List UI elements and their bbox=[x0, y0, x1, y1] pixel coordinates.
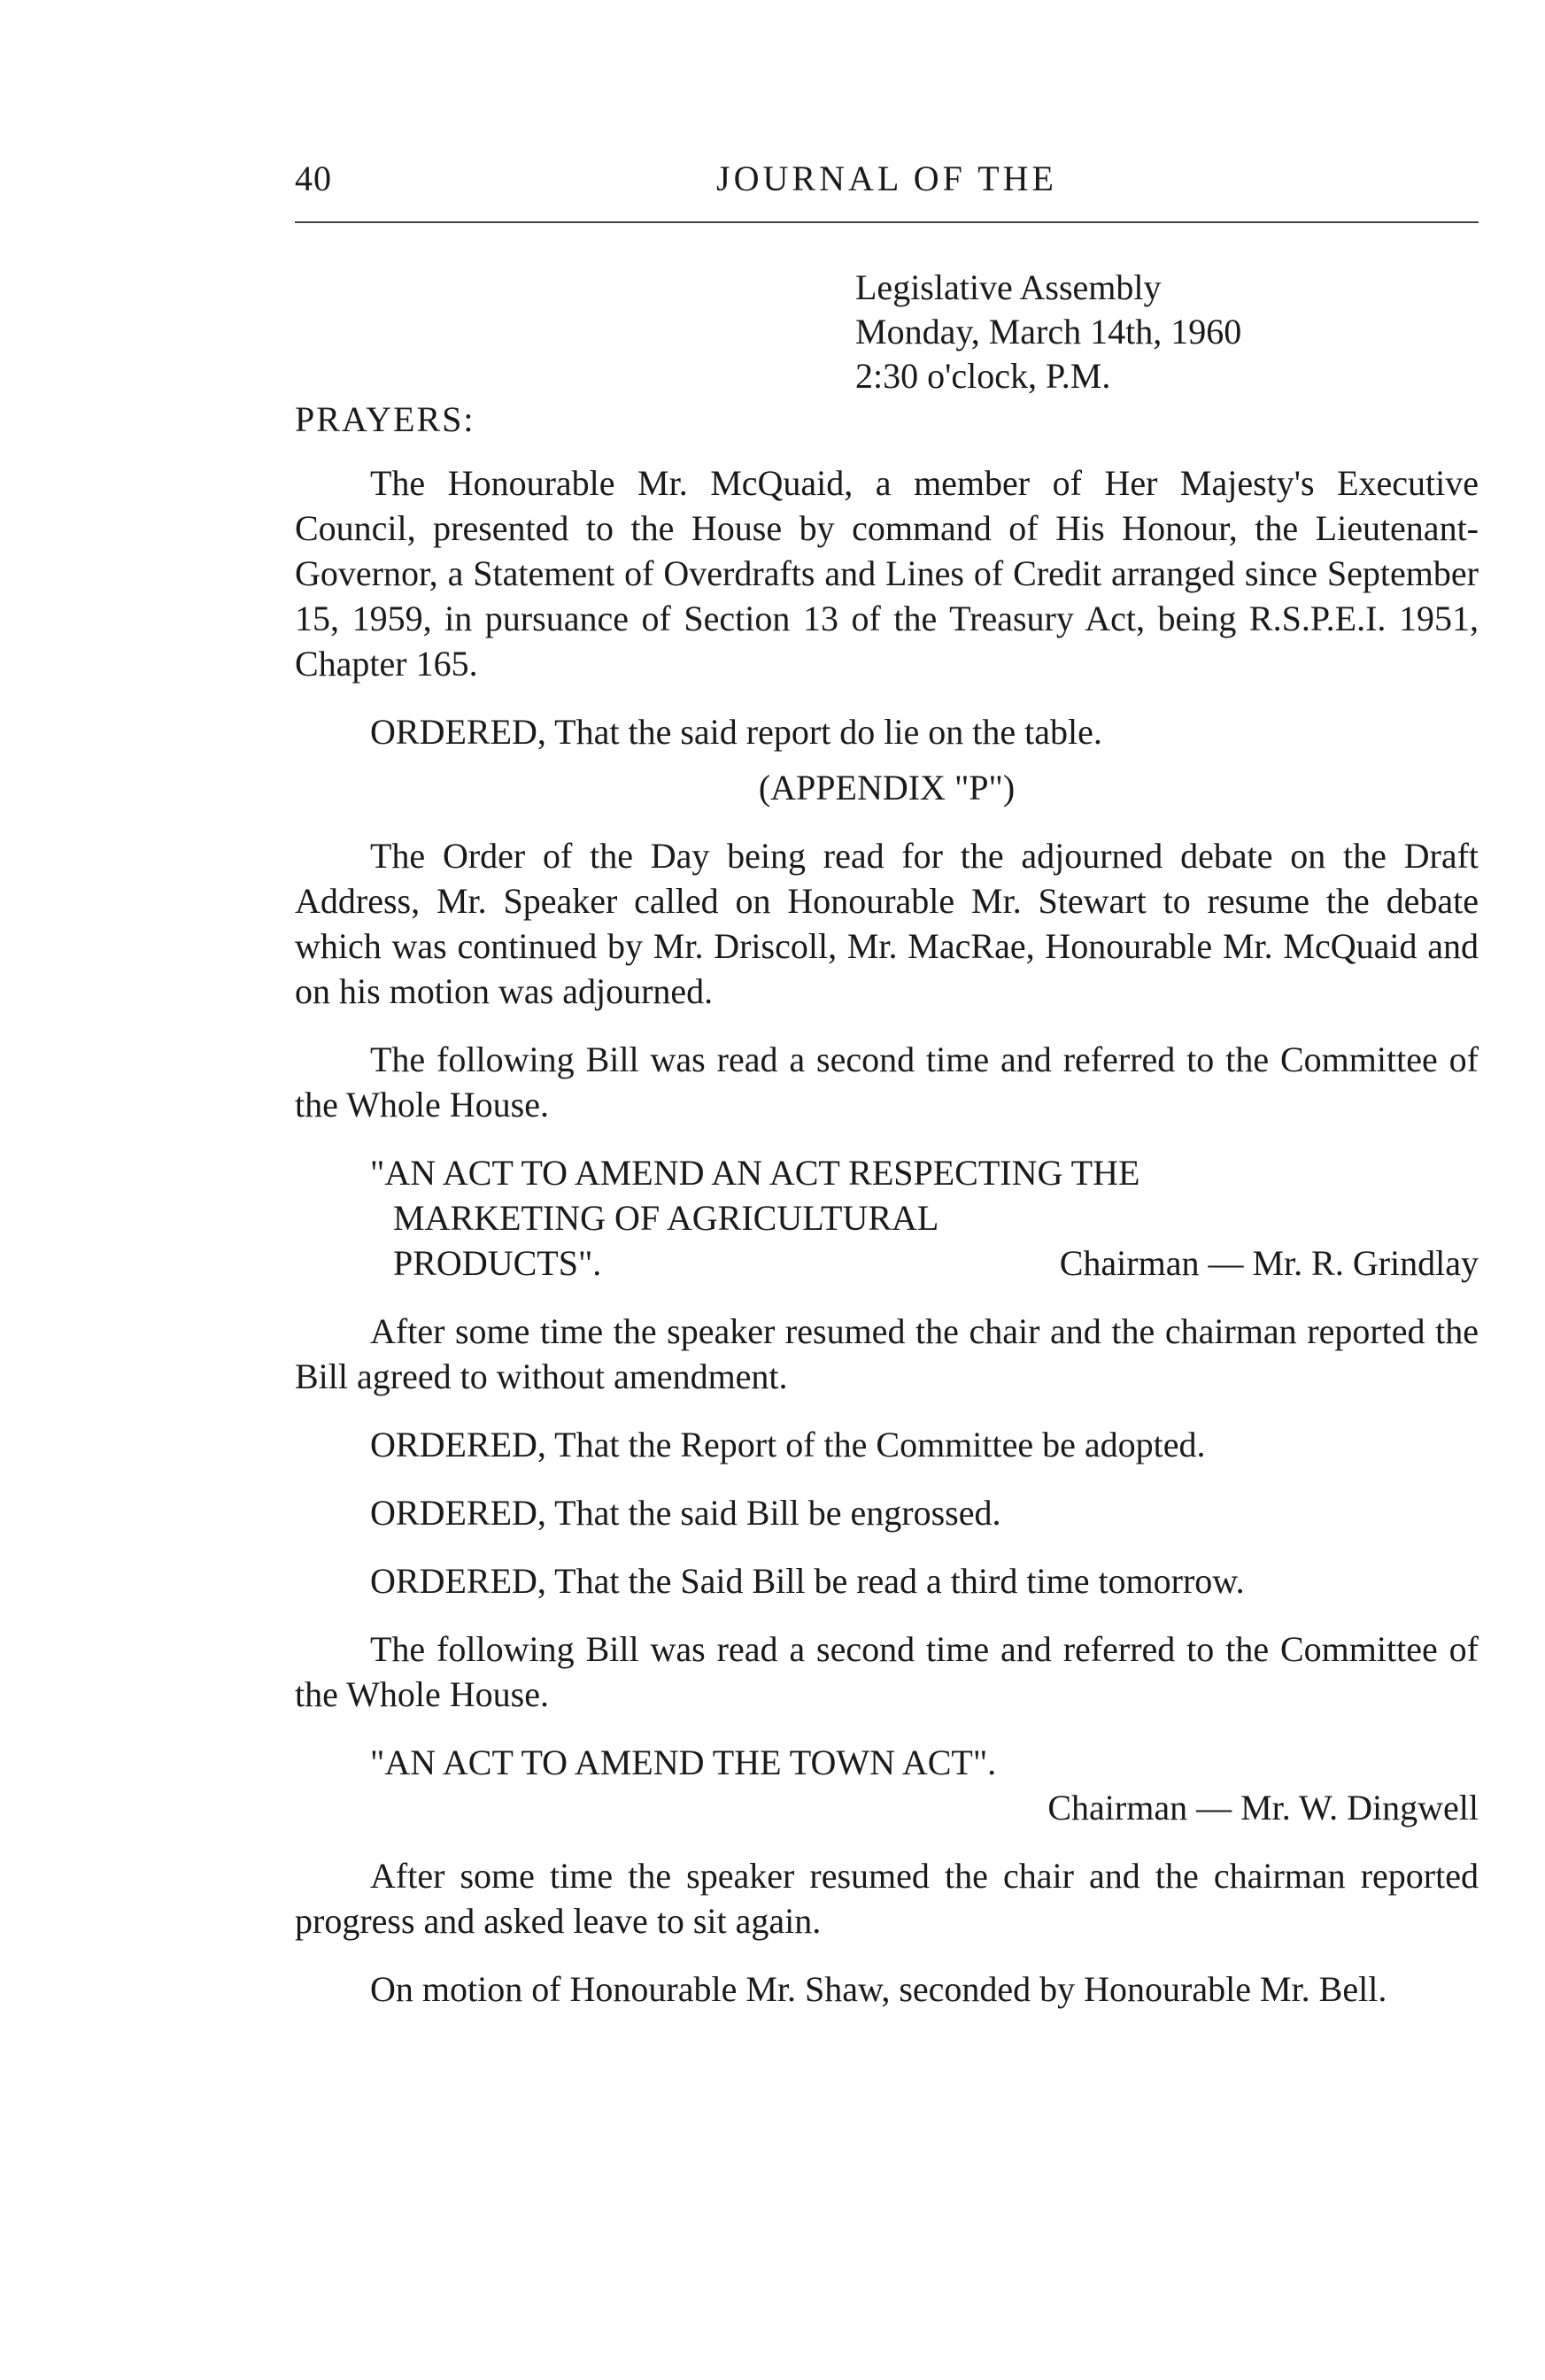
paragraph-statement: The Honourable Mr. McQuaid, a member of Her Majesty's Executive Council, presented to the House by command of His Honour, the Lieutenant-Governor, a Statement of Overdrafts and Lines of Credit arranged since September 15, 1959, in pursuance of Section 13 of the Treasury Act, being R.S.P.E.I. 1951, Chapter 165. bbox=[295, 463, 1479, 684]
bill-chairman: Chairman — Mr. R. Grindlay bbox=[1059, 1243, 1479, 1283]
assembly-name: Legislative Assembly bbox=[855, 267, 1162, 307]
bill-title-line: "AN ACT TO AMEND AN ACT RESPECTING THE bbox=[370, 1153, 1140, 1193]
appendix-reference: (APPENDIX "P") bbox=[758, 768, 1016, 808]
paragraph-bill-agreed: After some time the speaker resumed the chair and the chairman reported the Bill agreed to without amendment. bbox=[295, 1311, 1479, 1396]
paragraph-ordered-engrossed: ORDERED, That the said Bill be engrossed. bbox=[370, 1493, 1001, 1533]
bill-title-line: "AN ACT TO AMEND THE TOWN ACT". bbox=[370, 1742, 997, 1782]
page-header bbox=[295, 158, 1479, 211]
bill-title-line: MARKETING OF AGRICULTURAL bbox=[393, 1198, 939, 1238]
sitting-dateline bbox=[855, 266, 1241, 398]
header-rule bbox=[295, 221, 1479, 223]
paragraph-debate: The Order of the Day being read for the adjourned debate on the Draft Address, Mr. Speaker called on Honourable Mr. Stewart to resume the debate which was continued by Mr. Driscoll, Mr. MacRae, Honourable Mr. McQuaid and on his motion was adjourned. bbox=[295, 836, 1479, 1011]
bill-title-line: PRODUCTS". bbox=[393, 1243, 602, 1283]
page-number: 40 bbox=[295, 158, 332, 198]
journal-body bbox=[295, 460, 1479, 2035]
paragraph-motion: On motion of Honourable Mr. Shaw, seconded by Honourable Mr. Bell. bbox=[370, 1969, 1387, 2009]
prayers-heading: PRAYERS: bbox=[295, 399, 475, 439]
paragraph-bill-referred-1: The following Bill was read a second time and referred to the Committee of the Whole House. bbox=[295, 1039, 1479, 1124]
paragraph-ordered-third-reading: ORDERED, That the Said Bill be read a third time tomorrow. bbox=[370, 1561, 1245, 1601]
paragraph-progress: After some time the speaker resumed the chair and the chairman reported progress and asked leave to sit again. bbox=[295, 1856, 1479, 1941]
bill-title-town bbox=[295, 1740, 1479, 1830]
paragraph-ordered-report: ORDERED, That the Report of the Committee be adopted. bbox=[370, 1425, 1206, 1464]
bill-chairman: Chairman — Mr. W. Dingwell bbox=[1047, 1788, 1479, 1828]
paragraph-bill-referred-2: The following Bill was read a second time and referred to the Committee of the Whole House. bbox=[295, 1629, 1479, 1714]
sitting-date: Monday, March 14th, 1960 bbox=[855, 312, 1242, 352]
paragraph-ordered-table: ORDERED, That the said report do lie on the table. bbox=[370, 712, 1102, 752]
sitting-time: 2:30 o'clock, P.M. bbox=[855, 356, 1111, 396]
bill-title-row bbox=[370, 1240, 1479, 1286]
bill-title-agricultural bbox=[295, 1150, 1479, 1286]
running-title: JOURNAL OF THE bbox=[716, 158, 1057, 198]
